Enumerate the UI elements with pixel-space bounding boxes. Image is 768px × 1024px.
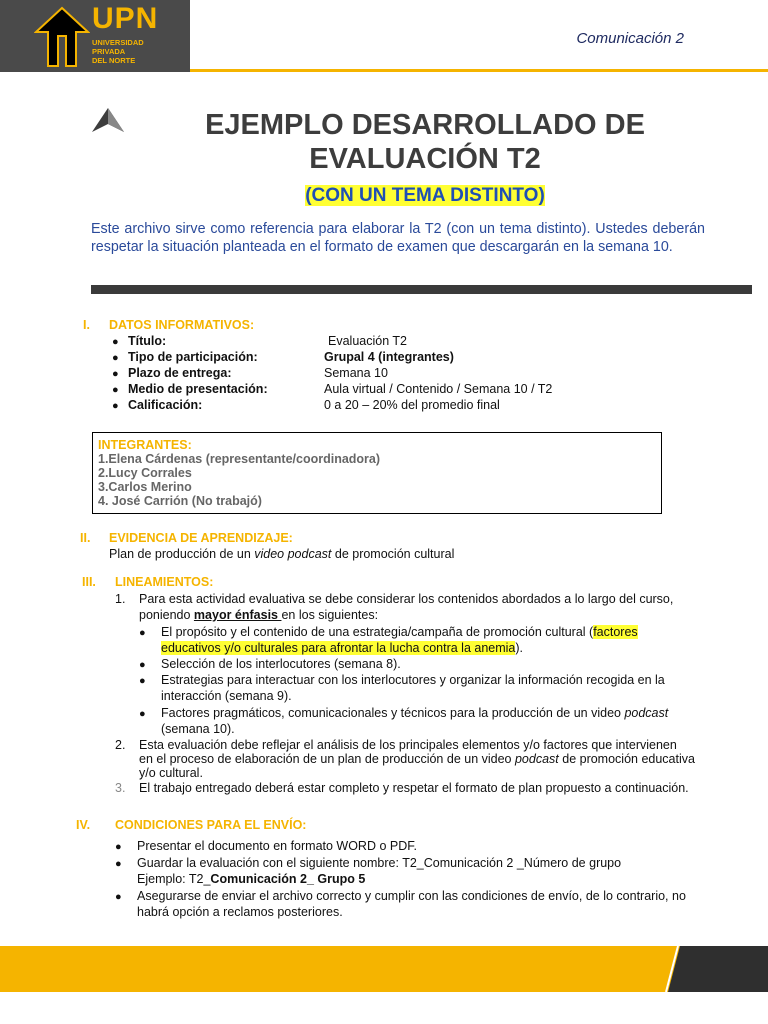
datos-value: Semana 10 <box>324 366 388 380</box>
document-subtitle: (CON UN TEMA DISTINTO) <box>305 185 545 206</box>
member-item: 3.Carlos Merino <box>98 480 192 494</box>
section-heading-evidencia: EVIDENCIA DE APRENDIZAJE: <box>109 531 293 545</box>
logo-panel <box>0 0 190 72</box>
section-number-1: I. <box>83 318 90 332</box>
list-item: en el proceso de elaboración de un plan de producción de un video podcast de promoción educativa <box>139 752 695 766</box>
section-number-3: III. <box>82 575 96 589</box>
datos-label: Medio de presentación: <box>128 382 268 396</box>
datos-value: 0 a 20 – 20% del promedio final <box>324 398 500 412</box>
members-heading: INTEGRANTES: <box>98 438 192 452</box>
logo-wordmark: UPN <box>92 2 159 35</box>
list-item: ● <box>139 708 146 720</box>
list-item: ● <box>112 352 119 364</box>
list-item: educativos y/o culturales para afrontar la lucha contra la anemia). <box>161 641 524 655</box>
section-heading-lineamientos: LINEAMIENTOS: <box>115 575 214 589</box>
logo-subtitle: UNIVERSIDAD PRIVADA DEL NORTE <box>92 38 144 65</box>
list-item: poniendo mayor énfasis en los siguientes: <box>139 608 379 622</box>
datos-label: Título: <box>128 334 167 348</box>
list-item: Presentar el documento en formato WORD o PDF. <box>137 839 417 853</box>
list-item: Factores pragmáticos, comunicacionales y técnicos para la producción de un video podcast <box>161 706 669 720</box>
list-item: ● <box>112 384 119 396</box>
divider <box>91 285 752 294</box>
section-number-4: IV. <box>76 818 91 832</box>
list-number: 2. <box>115 738 126 752</box>
member-item: 4. José Carrión (No trabajó) <box>98 494 262 508</box>
upn-logo-icon <box>34 6 90 68</box>
list-number: 3. <box>115 781 126 795</box>
datos-label: Plazo de entrega: <box>128 366 232 380</box>
list-item: Ejemplo: T2_Comunicación 2_ Grupo 5 <box>137 872 366 886</box>
list-item: (semana 10). <box>161 722 235 736</box>
list-number: 1. <box>115 592 126 606</box>
list-item: ● <box>139 627 146 639</box>
member-item: 2.Lucy Corrales <box>98 466 192 480</box>
document-title: EJEMPLO DESARROLLADO DE EVALUACIÓN T2 <box>205 109 645 175</box>
list-item: Selección de los interlocutores (semana 8). <box>161 657 401 671</box>
list-item: El propósito y el contenido de una estrategia/campaña de promoción cultural (factores <box>161 625 638 639</box>
datos-value: Evaluación T2 <box>328 334 407 348</box>
list-item: ● <box>115 891 122 903</box>
datos-label: Calificación: <box>128 398 203 412</box>
list-item: El trabajo entregado deberá estar completo y respetar el formato de plan propuesto a continuación. <box>139 781 689 795</box>
list-item: Asegurarse de enviar el archivo correcto y cumplir con las condiciones de envío, de lo contrario, no <box>137 889 686 903</box>
arrow-icon <box>90 106 126 134</box>
list-item: ● <box>115 858 122 870</box>
list-item: Estrategias para interactuar con los interlocutores y organizar la información recogida en la <box>161 673 665 687</box>
list-item: ● <box>112 368 119 380</box>
list-item: Para esta actividad evaluativa se debe considerar los contenidos abordados a lo largo del curso, <box>139 592 674 606</box>
list-item: ● <box>112 400 119 412</box>
list-item: Guardar la evaluación con el siguiente nombre: T2_Comunicación 2 _Número de grupo <box>137 856 622 870</box>
list-item: interacción (semana 9). <box>161 689 292 703</box>
list-item: y/o cultural. <box>139 766 203 780</box>
member-item: 1.Elena Cárdenas (representante/coordinadora) <box>98 452 381 466</box>
list-item: ● <box>112 336 119 348</box>
section-heading-condiciones: CONDICIONES PARA EL ENVÍO: <box>115 818 307 832</box>
list-item: ● <box>139 675 146 687</box>
footer-decoration <box>650 946 768 992</box>
list-item: ● <box>139 659 146 671</box>
list-item: habrá opción a reclamos posteriores. <box>137 905 343 919</box>
datos-value: Grupal 4 (integrantes) <box>324 350 454 364</box>
evidencia-text: Plan de producción de un video podcast de promoción cultural <box>109 547 455 561</box>
list-item: Esta evaluación debe reflejar el análisis de los principales elementos y/o factores que intervienen <box>139 738 677 752</box>
list-item: ● <box>115 841 122 853</box>
members-box <box>92 432 662 514</box>
datos-label: Tipo de participación: <box>128 350 258 364</box>
section-heading-datos: DATOS INFORMATIVOS: <box>109 318 255 332</box>
section-number-2: II. <box>80 531 91 545</box>
datos-value: Aula virtual / Contenido / Semana 10 / T2 <box>324 382 553 396</box>
course-name: Comunicación 2 <box>576 30 684 47</box>
intro-paragraph: Este archivo sirve como referencia para elaborar la T2 (con un tema distinto). Ustedes deberán respetar la situación planteada en el formato de examen que descargarán en la semana 10. <box>91 221 705 255</box>
